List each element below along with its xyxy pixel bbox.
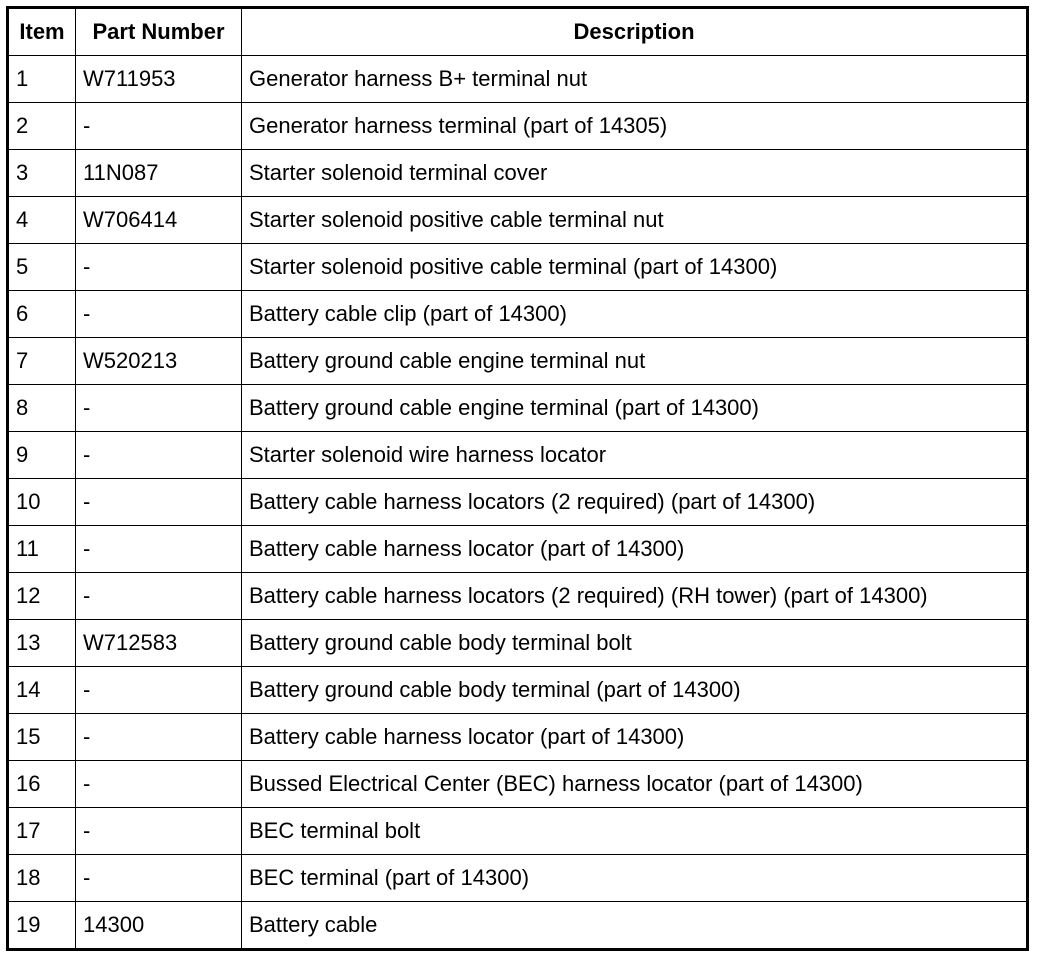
table-row (8, 620, 1028, 667)
description-cell: Battery ground cable body terminal (part of 14300) (242, 667, 1028, 714)
parts-table (6, 6, 1029, 951)
description-cell: BEC terminal (part of 14300) (242, 855, 1028, 902)
table-row (8, 667, 1028, 714)
table-row (8, 902, 1028, 950)
part-number-cell: W706414 (76, 197, 242, 244)
item-cell: 1 (8, 56, 76, 103)
table-row (8, 808, 1028, 855)
table-row (8, 56, 1028, 103)
description-cell: Starter solenoid wire harness locator (242, 432, 1028, 479)
part-number-cell: 11N087 (76, 150, 242, 197)
part-number-cell: - (76, 291, 242, 338)
item-cell: 14 (8, 667, 76, 714)
item-cell: 2 (8, 103, 76, 150)
description-cell: Generator harness B+ terminal nut (242, 56, 1028, 103)
table-row (8, 244, 1028, 291)
table-row (8, 479, 1028, 526)
part-number-cell: W712583 (76, 620, 242, 667)
item-cell: 16 (8, 761, 76, 808)
table-row (8, 197, 1028, 244)
table-row (8, 432, 1028, 479)
part-number-cell: - (76, 526, 242, 573)
item-cell: 13 (8, 620, 76, 667)
item-cell: 4 (8, 197, 76, 244)
part-number-cell: - (76, 808, 242, 855)
table-row (8, 855, 1028, 902)
part-number-cell: - (76, 573, 242, 620)
item-cell: 9 (8, 432, 76, 479)
description-cell: Battery ground cable body terminal bolt (242, 620, 1028, 667)
description-cell: Starter solenoid positive cable terminal nut (242, 197, 1028, 244)
item-cell: 18 (8, 855, 76, 902)
part-number-cell: - (76, 667, 242, 714)
description-cell: Starter solenoid terminal cover (242, 150, 1028, 197)
description-cell: Starter solenoid positive cable terminal (part of 14300) (242, 244, 1028, 291)
table-row (8, 385, 1028, 432)
description-cell: BEC terminal bolt (242, 808, 1028, 855)
item-cell: 6 (8, 291, 76, 338)
item-cell: 10 (8, 479, 76, 526)
item-cell: 12 (8, 573, 76, 620)
table-row (8, 714, 1028, 761)
table-row (8, 338, 1028, 385)
part-number-cell: - (76, 244, 242, 291)
part-number-cell: - (76, 855, 242, 902)
item-cell: 7 (8, 338, 76, 385)
description-cell: Battery cable clip (part of 14300) (242, 291, 1028, 338)
item-cell: 8 (8, 385, 76, 432)
table-row (8, 761, 1028, 808)
part-number-cell: - (76, 385, 242, 432)
part-number-cell: - (76, 479, 242, 526)
description-cell: Battery cable harness locators (2 required) (part of 14300) (242, 479, 1028, 526)
table-row (8, 291, 1028, 338)
item-cell: 15 (8, 714, 76, 761)
item-cell: 11 (8, 526, 76, 573)
parts-table-header (8, 8, 1028, 56)
description-cell: Generator harness terminal (part of 14305) (242, 103, 1028, 150)
description-cell: Bussed Electrical Center (BEC) harness locator (part of 14300) (242, 761, 1028, 808)
table-row (8, 103, 1028, 150)
header-part-number: Part Number (76, 8, 242, 56)
part-number-cell: W520213 (76, 338, 242, 385)
description-cell: Battery ground cable engine terminal (part of 14300) (242, 385, 1028, 432)
description-cell: Battery ground cable engine terminal nut (242, 338, 1028, 385)
description-cell: Battery cable (242, 902, 1028, 950)
header-item: Item (8, 8, 76, 56)
item-cell: 19 (8, 902, 76, 950)
part-number-cell: - (76, 761, 242, 808)
item-cell: 3 (8, 150, 76, 197)
description-cell: Battery cable harness locator (part of 14300) (242, 714, 1028, 761)
description-cell: Battery cable harness locators (2 required) (RH tower) (part of 14300) (242, 573, 1028, 620)
item-cell: 5 (8, 244, 76, 291)
table-row (8, 573, 1028, 620)
header-description: Description (242, 8, 1028, 56)
part-number-cell: - (76, 432, 242, 479)
item-cell: 17 (8, 808, 76, 855)
table-row (8, 150, 1028, 197)
table-row (8, 526, 1028, 573)
parts-table-body (8, 56, 1028, 950)
part-number-cell: W711953 (76, 56, 242, 103)
description-cell: Battery cable harness locator (part of 14300) (242, 526, 1028, 573)
header-row (8, 8, 1028, 56)
part-number-cell: - (76, 714, 242, 761)
part-number-cell: - (76, 103, 242, 150)
part-number-cell: 14300 (76, 902, 242, 950)
